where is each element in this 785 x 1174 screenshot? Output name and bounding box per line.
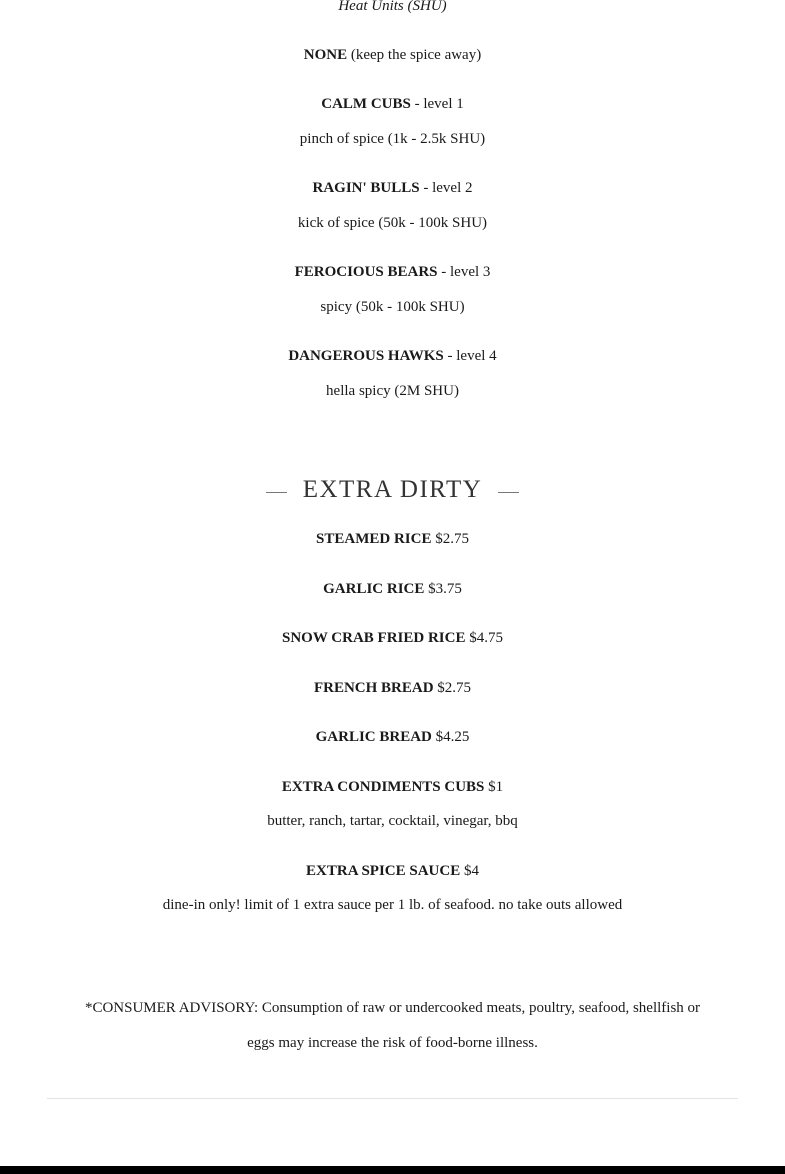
menu-item-price: $3.75 (424, 581, 462, 597)
menu-item-price: $1 (484, 779, 504, 795)
menu-item-name: EXTRA SPICE SAUCE (306, 863, 461, 879)
section-title: EXTRA DIRTY (302, 476, 483, 503)
menu-item-garlic-bread (0, 727, 785, 747)
heading-dash-right (498, 492, 519, 493)
spice-level-name: RAGIN' BULLS (312, 180, 420, 196)
spice-level-desc: pinch of spice (1k - 2.5k SHU) (299, 131, 486, 147)
spice-level-desc: hella spicy (2M SHU) (326, 383, 459, 399)
spice-level-name: FEROCIOUS BEARS (294, 264, 438, 280)
spice-level-none (0, 45, 785, 65)
menu-item-desc: dine-in only! limit of 1 extra sauce per 1 lb. of seafood. no take outs allowed (162, 897, 623, 913)
spice-level-desc: kick of spice (50k - 100k SHU) (297, 215, 488, 231)
menu-item-price: $4.25 (431, 729, 470, 745)
menu-item-name: EXTRA CONDIMENTS CUBS (281, 779, 485, 795)
menu-item-name: STEAMED RICE (316, 531, 432, 547)
spice-level-dangerous-hawks (0, 346, 785, 366)
menu-item-name: SNOW CRAB FRIED RICE (281, 630, 466, 646)
spice-level-suffix: - level 4 (443, 348, 497, 364)
spice-level-name: DANGEROUS HAWKS (288, 348, 444, 364)
menu-item-name: GARLIC BREAD (315, 729, 432, 745)
menu-item-snow-crab-fried-rice (0, 628, 785, 648)
heat-units-caption: Heat Units (SHU) (338, 0, 447, 14)
divider (47, 1098, 738, 1099)
menu-item-price: $4.75 (465, 630, 503, 646)
menu-item-name: FRENCH BREAD (313, 680, 434, 696)
menu-item-garlic-rice (0, 579, 785, 599)
menu-item-extra-spice-sauce (0, 861, 785, 881)
menu-item-name: GARLIC RICE (323, 581, 425, 597)
spice-level-suffix: (keep the spice away) (347, 47, 482, 63)
spice-level-ferocious-bears (0, 262, 785, 282)
spice-level-desc: spicy (50k - 100k SHU) (320, 299, 465, 315)
menu-item-steamed-rice (0, 529, 785, 549)
advisory-line: eggs may increase the risk of food-borne illness. (247, 1035, 538, 1051)
spice-level-calm-cubs (0, 94, 785, 114)
spice-level-suffix: - level 2 (419, 180, 473, 196)
spice-level-suffix: - level 1 (410, 96, 464, 112)
heading-dash-left (266, 492, 287, 493)
menu-item-price: $2.75 (433, 680, 472, 696)
spice-level-name: CALM CUBS (321, 96, 411, 112)
footer-bar (0, 1166, 785, 1174)
advisory-line: *CONSUMER ADVISORY: Consumption of raw or undercooked meats, poultry, seafood, shellfish or (84, 1000, 701, 1016)
menu-item-desc: butter, ranch, tartar, cocktail, vinegar, bbq (267, 813, 518, 829)
menu-item-price: $4 (460, 863, 479, 879)
consumer-advisory (40, 991, 745, 1061)
menu-item-extra-condiments (0, 777, 785, 797)
spice-level-ragin-bulls (0, 178, 785, 198)
spice-level-name: NONE (303, 47, 348, 63)
spice-level-suffix: - level 3 (437, 264, 491, 280)
section-heading (0, 475, 785, 505)
menu-item-french-bread (0, 678, 785, 698)
menu-item-price: $2.75 (431, 531, 469, 547)
